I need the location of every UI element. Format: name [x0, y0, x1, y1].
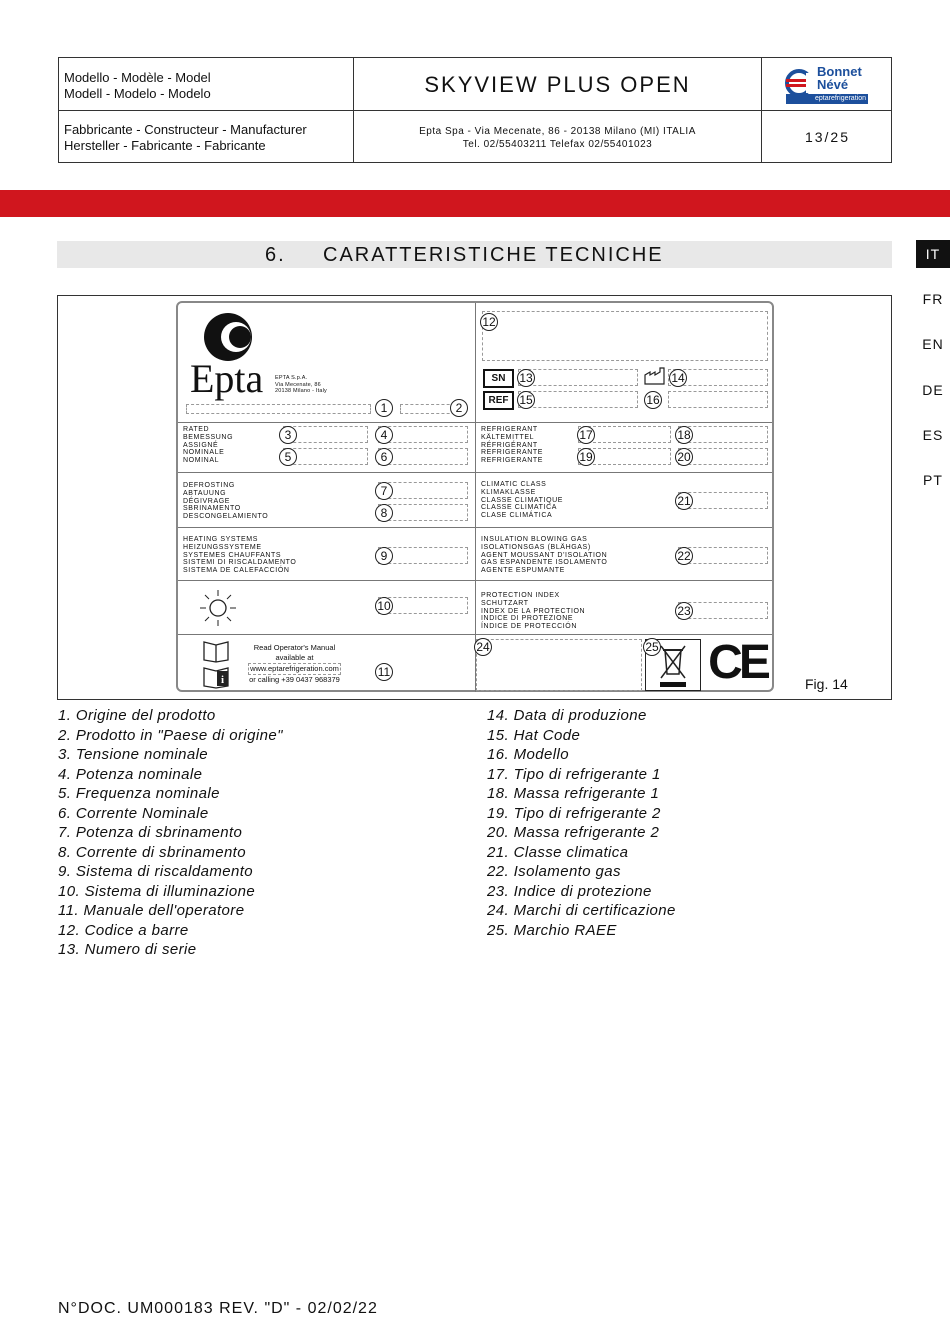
- legend-item: 12. Codice a barre: [58, 921, 189, 939]
- legend-item: 18. Massa refrigerante 1: [487, 785, 660, 802]
- header-table: [58, 57, 892, 163]
- marker-25: 25: [643, 638, 661, 656]
- legend-item: 16. Modello: [487, 746, 569, 763]
- page-number: 13/25: [804, 129, 851, 145]
- manufacturer-label: Fabbricante - Constructeur - Manufacturer Hersteller - Fabricante - Fabricante: [64, 122, 307, 153]
- lang-tab-fr[interactable]: FR: [922, 291, 944, 307]
- legend-item: 20. Massa refrigerante 2: [487, 824, 660, 841]
- marker-7: 7: [375, 482, 393, 500]
- marker-9: 9: [375, 547, 393, 565]
- lang-tab-es[interactable]: ES: [922, 427, 944, 443]
- model-name: SKYVIEW PLUS OPEN: [424, 72, 691, 97]
- legend-item: 8. Corrente di sbrinamento: [58, 843, 246, 861]
- legend-left: [58, 706, 283, 960]
- marker-12: 12: [480, 313, 498, 331]
- factory-icon: [644, 367, 666, 385]
- figure-caption: Fig. 14: [805, 676, 848, 692]
- legend-item: 21. Classe climatica: [487, 843, 629, 861]
- epta-brand: Epta: [190, 356, 264, 401]
- climatic-class-label: CLIMATIC CLASS KLIMAKLASSE CLASSE CLIMATIQUE CLASSE CLIMATICA CLASE CLIMÁTICA: [481, 481, 564, 520]
- marker-10: 10: [375, 597, 393, 615]
- ce-mark: CE: [708, 636, 767, 689]
- legend-item: 13. Numero di serie: [58, 941, 197, 958]
- document-reference: N°DOC. UM000183 REV. "D" - 02/02/22: [58, 1300, 378, 1317]
- marker-6: 6: [375, 448, 393, 466]
- sn-symbol: SN: [483, 369, 514, 388]
- section-title: CARATTERISTICHE TECNICHE: [323, 244, 664, 266]
- section-number: 6.: [265, 244, 286, 266]
- marker-16: 16: [644, 391, 662, 409]
- rated-label: RATED BEMESSUNG ASSIGNÉ NOMINALE NOMINAL: [183, 426, 234, 465]
- refrigerant-label: REFRIGERANT KÄLTEMITTEL RÉFRIGÉRANT REFRIGERANTE REFRIGERANTE: [481, 426, 544, 465]
- ref-symbol: REF: [483, 391, 514, 410]
- marker-11: 11: [375, 663, 393, 681]
- legend-item: 1. Origine del prodotto: [58, 707, 216, 724]
- legend-item: 9. Sistema di riscaldamento: [58, 863, 254, 880]
- marker-21: 21: [675, 492, 693, 510]
- legend-item: 22. Isolamento gas: [487, 863, 621, 880]
- marker-15: 15: [517, 391, 535, 409]
- svg-text:i: i: [220, 674, 225, 686]
- legend-item: 6. Corrente Nominale: [58, 804, 209, 822]
- legend-item: 23. Indice di protezione: [487, 882, 652, 900]
- marker-1: 1: [375, 399, 393, 417]
- marker-18: 18: [675, 426, 693, 444]
- legend-right: [487, 706, 676, 940]
- rating-plate: [176, 301, 774, 692]
- legend-item: 10. Sistema di illuminazione: [58, 882, 256, 900]
- legend-item: 17. Tipo di refrigerante 1: [487, 765, 661, 783]
- legend-item: 7. Potenza di sbrinamento: [58, 824, 243, 841]
- legend-item: 5. Frequenza nominale: [58, 785, 220, 802]
- legend-item: 25. Marchio RAEE: [487, 921, 617, 939]
- legend-item: 3. Tensione nominale: [58, 746, 209, 763]
- lamp-icon: [198, 588, 238, 628]
- legend-item: 4. Potenza nominale: [58, 765, 203, 783]
- marker-22: 22: [675, 547, 693, 565]
- section-title-bar: [57, 241, 892, 268]
- protection-index-label: PROTECTION INDEX SCHUTZART INDEX DE LA PROTECTION INDICE DI PROTEZIONE ÍNDICE DE PROTECCIÓN: [481, 592, 586, 631]
- lang-tab-pt[interactable]: PT: [923, 472, 943, 488]
- manual-info: Read Operator's Manual available at www.eptarefrigeration.com or calling +39 0437 968379: [249, 643, 340, 684]
- marker-5: 5: [279, 448, 297, 466]
- legend-item: 14. Data di produzione: [487, 707, 647, 724]
- marker-17: 17: [577, 426, 595, 444]
- manufacturer-address: Epta Spa - Via Mecenate, 86 - 20138 Milano (MI) ITALIA Tel. 02/55403211 Telefax 02/55401023: [419, 126, 696, 150]
- marker-14: 14: [669, 369, 687, 387]
- lang-tab-de[interactable]: DE: [922, 382, 944, 398]
- marker-13: 13: [517, 369, 535, 387]
- logo-subtitle: eptarefrigeration: [786, 94, 868, 104]
- logo-brand: Bonnet Névé: [817, 64, 862, 92]
- lang-tab-en[interactable]: EN: [922, 336, 944, 352]
- marker-4: 4: [375, 426, 393, 444]
- company-address: EPTA S.p.A. Via Mecenate, 86 20138 Milano - Italy: [275, 375, 327, 394]
- red-band: [0, 190, 950, 217]
- lang-tab-it[interactable]: IT: [916, 240, 950, 268]
- marker-23: 23: [675, 602, 693, 620]
- legend-item: 11. Manuale dell'operatore: [58, 902, 245, 919]
- marker-20: 20: [675, 448, 693, 466]
- legend-item: 19. Tipo di refrigerante 2: [487, 804, 661, 822]
- insulation-gas-label: INSULATION BLOWING GAS ISOLATIONSGAS (BLÄHGAS) AGENT MOUSSANT D'ISOLATION GAS ESPANDENTE ISOLAMENTO AGENTE ESPUMANTE: [481, 536, 608, 575]
- heating-label: HEATING SYSTEMS HEIZUNGSSYSTEME SYSTEMES CHAUFFANTS SISTEMI DI RISCALDAMENTO SISTEMA DE CALEFACCIÓN: [183, 536, 297, 575]
- marker-3: 3: [279, 426, 297, 444]
- legend-item: 2. Prodotto in "Paese di origine": [58, 726, 283, 744]
- legend-item: 15. Hat Code: [487, 726, 581, 744]
- model-label: Modello - Modèle - Model Modell - Modelo - Modelo: [64, 70, 211, 101]
- marker-24: 24: [474, 638, 492, 656]
- book-icon: [202, 639, 230, 663]
- marker-19: 19: [577, 448, 595, 466]
- legend-item: 24. Marchi di certificazione: [487, 902, 676, 919]
- info-book-icon: [202, 665, 230, 689]
- defrosting-label: DEFROSTING ABTAUUNG DÉGIVRAGE SBRINAMENTO DESCONGELAMIENTO: [183, 482, 269, 521]
- bonnet-neve-logo: [784, 66, 874, 104]
- marker-2: 2: [450, 399, 468, 417]
- marker-8: 8: [375, 504, 393, 522]
